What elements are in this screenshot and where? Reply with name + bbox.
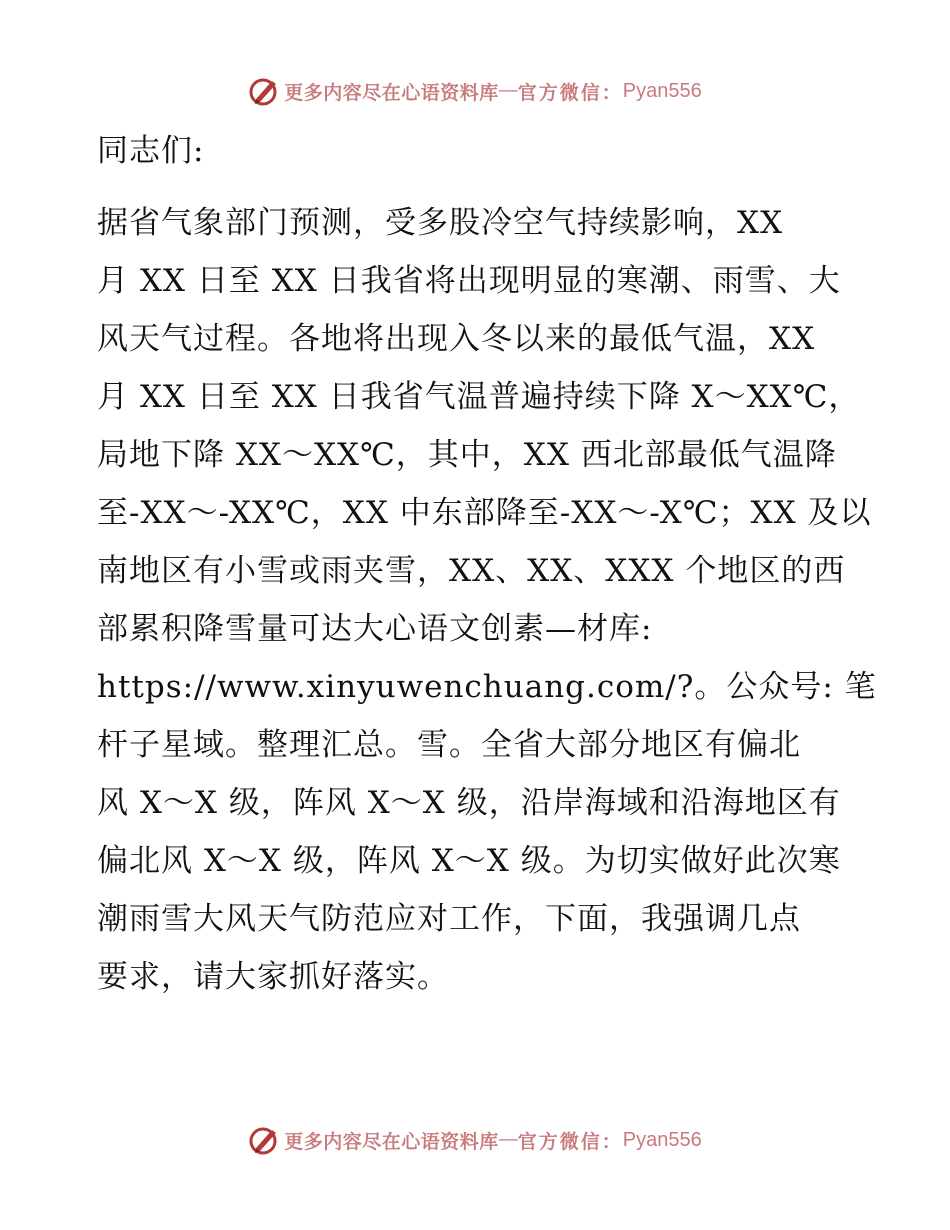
banner-wechat-id: Pyan556 (622, 1128, 702, 1151)
document-body (97, 122, 877, 1006)
paragraph-line: 局地下降 XX～XX℃，其中，XX 西北部最低气温降 (97, 437, 837, 473)
greeting: 同志们: (97, 133, 205, 169)
paragraph-line: 据省气象部门预测，受多股冷空气持续影响，XX (97, 205, 784, 241)
paragraph-line: 偏北风 X～X 级，阵风 X～X 级。为切实做好此次寒 (97, 843, 841, 879)
paragraph-line: 风天气过程。各地将出现入冬以来的最低气温，XX (97, 321, 816, 357)
paragraph-line: https://www.xinyuwenchuang.com/?。公众号: 笔 (97, 669, 877, 705)
paragraph-line: 南地区有小雪或雨夹雪，XX、XX、XXX 个地区的西 (97, 553, 846, 589)
banner-official-label: 官方微信： (517, 81, 623, 104)
paragraph-line: 部累积降雪量可达大心语文创素—材库: (97, 611, 653, 647)
banner-text: 更多内容尽在心语资料库 (284, 1130, 499, 1153)
paragraph-line: 月 XX 日至 XX 日我省气温普遍持续下降 X～XX℃， (97, 379, 861, 415)
pen-circle-logo-icon (248, 1124, 280, 1156)
paragraph-line: 杆子星域。整理汇总。雪。全省大部分地区有偏北 (97, 727, 801, 763)
paragraph-line: 风 X～X 级，阵风 X～X 级，沿岸海域和沿海地区有 (97, 785, 841, 821)
banner-official-label: 官方微信： (517, 1130, 623, 1153)
banner-dash: — (498, 80, 518, 101)
paragraph-line: 潮雨雪大风天气防范应对工作，下面，我强调几点 (97, 901, 801, 937)
header-watermark-banner (0, 71, 950, 111)
paragraph-line: 至-XX～-XX℃，XX 中东部降至-XX～-X℃；XX 及以 (97, 495, 872, 531)
paragraph-line: 要求，请大家抓好落实。 (97, 959, 449, 995)
banner-text: 更多内容尽在心语资料库 (284, 81, 499, 104)
footer-watermark-banner (0, 1120, 950, 1160)
paragraph-line: 月 XX 日至 XX 日我省将出现明显的寒潮、雨雪、大 (97, 263, 841, 299)
banner-dash: — (498, 1129, 518, 1150)
pen-circle-logo-icon (248, 75, 280, 107)
banner-wechat-id: Pyan556 (622, 79, 702, 102)
